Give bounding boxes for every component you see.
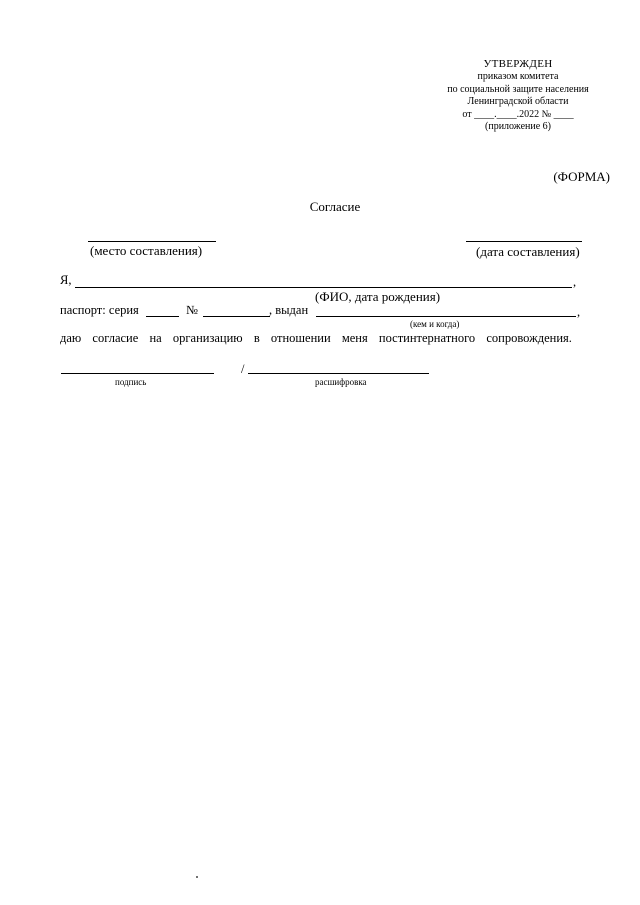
approval-line-5: (приложение 6): [485, 121, 551, 132]
approval-block: [430, 57, 606, 134]
fio-caption: (ФИО, дата рождения): [315, 289, 441, 304]
passport-number-label: №: [186, 303, 198, 317]
passport-issued-caption: (кем и когда): [410, 319, 460, 329]
passport-issued-label: , выдан: [269, 303, 309, 317]
approval-heading: УТВЕРЖДЕН: [483, 58, 553, 70]
passport-number-field[interactable]: [203, 316, 270, 317]
consent-word: отношении: [270, 331, 331, 345]
signature-separator: /: [241, 362, 245, 376]
consent-sentence: [60, 331, 572, 346]
date-caption: (дата составления): [476, 244, 580, 259]
approval-line-2: по социальной защите населения: [447, 83, 589, 95]
scan-speck: [196, 876, 198, 878]
consent-word: сопровождения.: [486, 331, 572, 345]
passport-issued-field[interactable]: [316, 316, 576, 317]
consent-word: организацию: [172, 331, 243, 345]
consent-word: меня: [341, 331, 368, 345]
decoding-caption: расшифровка: [315, 377, 367, 387]
passport-series-field[interactable]: [146, 316, 179, 317]
document-title: Согласие: [309, 199, 361, 214]
ya-prefix: Я,: [60, 273, 72, 287]
signature-caption: подпись: [115, 377, 147, 387]
signature-field[interactable]: [61, 373, 214, 374]
fio-comma: ,: [573, 275, 577, 289]
approval-line-4: от ____.____.2022 № ____: [462, 108, 574, 120]
approval-line-3: Ленинградской области: [467, 96, 569, 107]
place-field[interactable]: [88, 241, 216, 242]
passport-comma: ,: [577, 305, 581, 319]
consent-word: даю: [60, 331, 82, 345]
form-label: (ФОРМА): [553, 169, 610, 184]
consent-word: постинтернатного: [378, 331, 476, 345]
fio-field[interactable]: [75, 287, 572, 288]
approval-line-1: приказом комитета: [477, 71, 559, 82]
passport-series-label: паспорт: серия: [60, 303, 139, 317]
consent-word: на: [149, 331, 162, 345]
date-field[interactable]: [466, 241, 582, 242]
consent-word: согласие: [92, 331, 139, 345]
signature-decoding-field[interactable]: [248, 373, 429, 374]
place-caption: (место составления): [90, 243, 203, 258]
consent-word: в: [253, 331, 260, 345]
